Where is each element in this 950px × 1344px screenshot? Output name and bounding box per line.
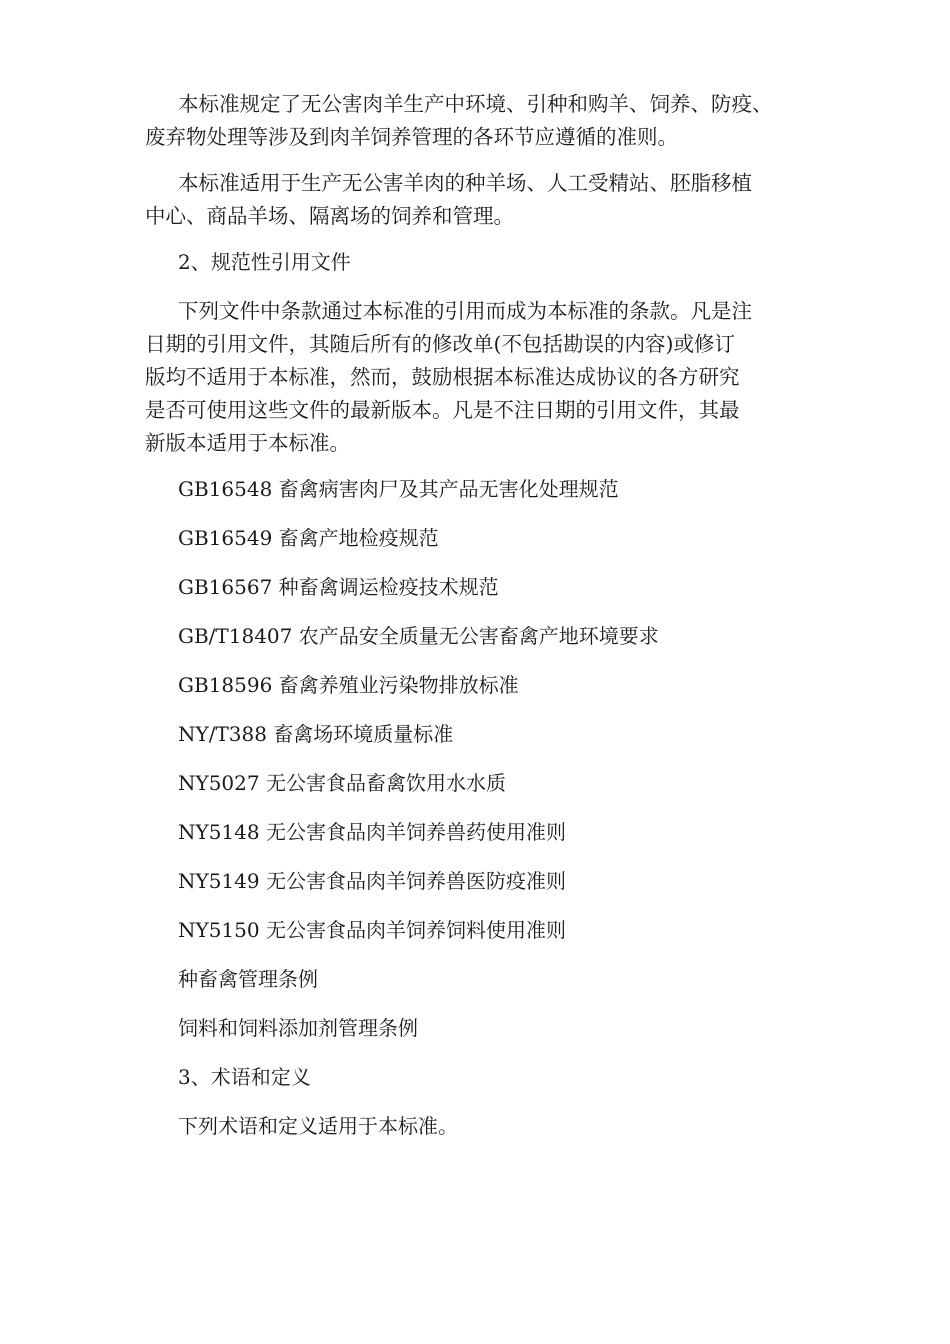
reference-item: 种畜禽管理条例 xyxy=(178,967,318,991)
section-3-paragraph: 下列术语和定义适用于本标准。 xyxy=(178,1114,458,1138)
paragraph-line: 中心、商品羊场、隔离场的饲养和管理。 xyxy=(145,204,514,228)
reference-item: NY5148 无公害食品肉羊饲养兽药使用准则 xyxy=(178,820,566,844)
reference-item: NY5149 无公害食品肉羊饲养兽医防疫准则 xyxy=(178,869,566,893)
paragraph-line: 日期的引用文件，其随后所有的修改单(不包括勘误的内容)或修订 xyxy=(145,332,735,356)
reference-item: NY/T388 畜禽场环境质量标准 xyxy=(178,722,454,746)
paragraph-line: 版均不适用于本标准，然而，鼓励根据本标准达成协议的各方研究 xyxy=(145,365,740,389)
reference-item: NY5027 无公害食品畜禽饮用水水质 xyxy=(178,771,506,795)
paragraph-line: 是否可使用这些文件的最新版本。凡是不注日期的引用文件，其最 xyxy=(145,398,740,422)
document-body xyxy=(145,88,835,1159)
reference-item: NY5150 无公害食品肉羊饲养饲料使用准则 xyxy=(178,918,566,942)
paragraph-line: 下列文件中条款通过本标准的引用而成为本标准的条款。凡是注 xyxy=(178,299,752,323)
paragraph-line: 本标准适用于生产无公害羊肉的种羊场、人工受精站、胚脂移植 xyxy=(178,171,752,195)
reference-item: GB16567 种畜禽调运检疫技术规范 xyxy=(178,575,499,599)
section-2-paragraph xyxy=(145,295,835,460)
paragraph-line: 本标准规定了无公害肉羊生产中环境、引种和购羊、饲养、防疫、 xyxy=(178,92,773,116)
scope-paragraph-1 xyxy=(145,88,835,154)
reference-item: GB18596 畜禽养殖业污染物排放标准 xyxy=(178,673,519,697)
reference-list xyxy=(145,473,835,1045)
section-2-heading: 2、规范性引用文件 xyxy=(178,250,351,274)
reference-item: GB16549 畜禽产地检疫规范 xyxy=(178,526,439,550)
reference-item: 饲料和饲料添加剂管理条例 xyxy=(178,1016,418,1040)
reference-item: GB/T18407 农产品安全质量无公害畜禽产地环境要求 xyxy=(178,624,659,648)
reference-item: GB16548 畜禽病害肉尸及其产品无害化处理规范 xyxy=(178,477,619,501)
scope-paragraph-2 xyxy=(145,167,835,233)
paragraph-line: 废弃物处理等涉及到肉羊饲养管理的各环节应遵循的准则。 xyxy=(145,125,678,149)
paragraph-line: 新版本适用于本标准。 xyxy=(145,431,350,455)
section-3-heading: 3、术语和定义 xyxy=(178,1065,311,1089)
